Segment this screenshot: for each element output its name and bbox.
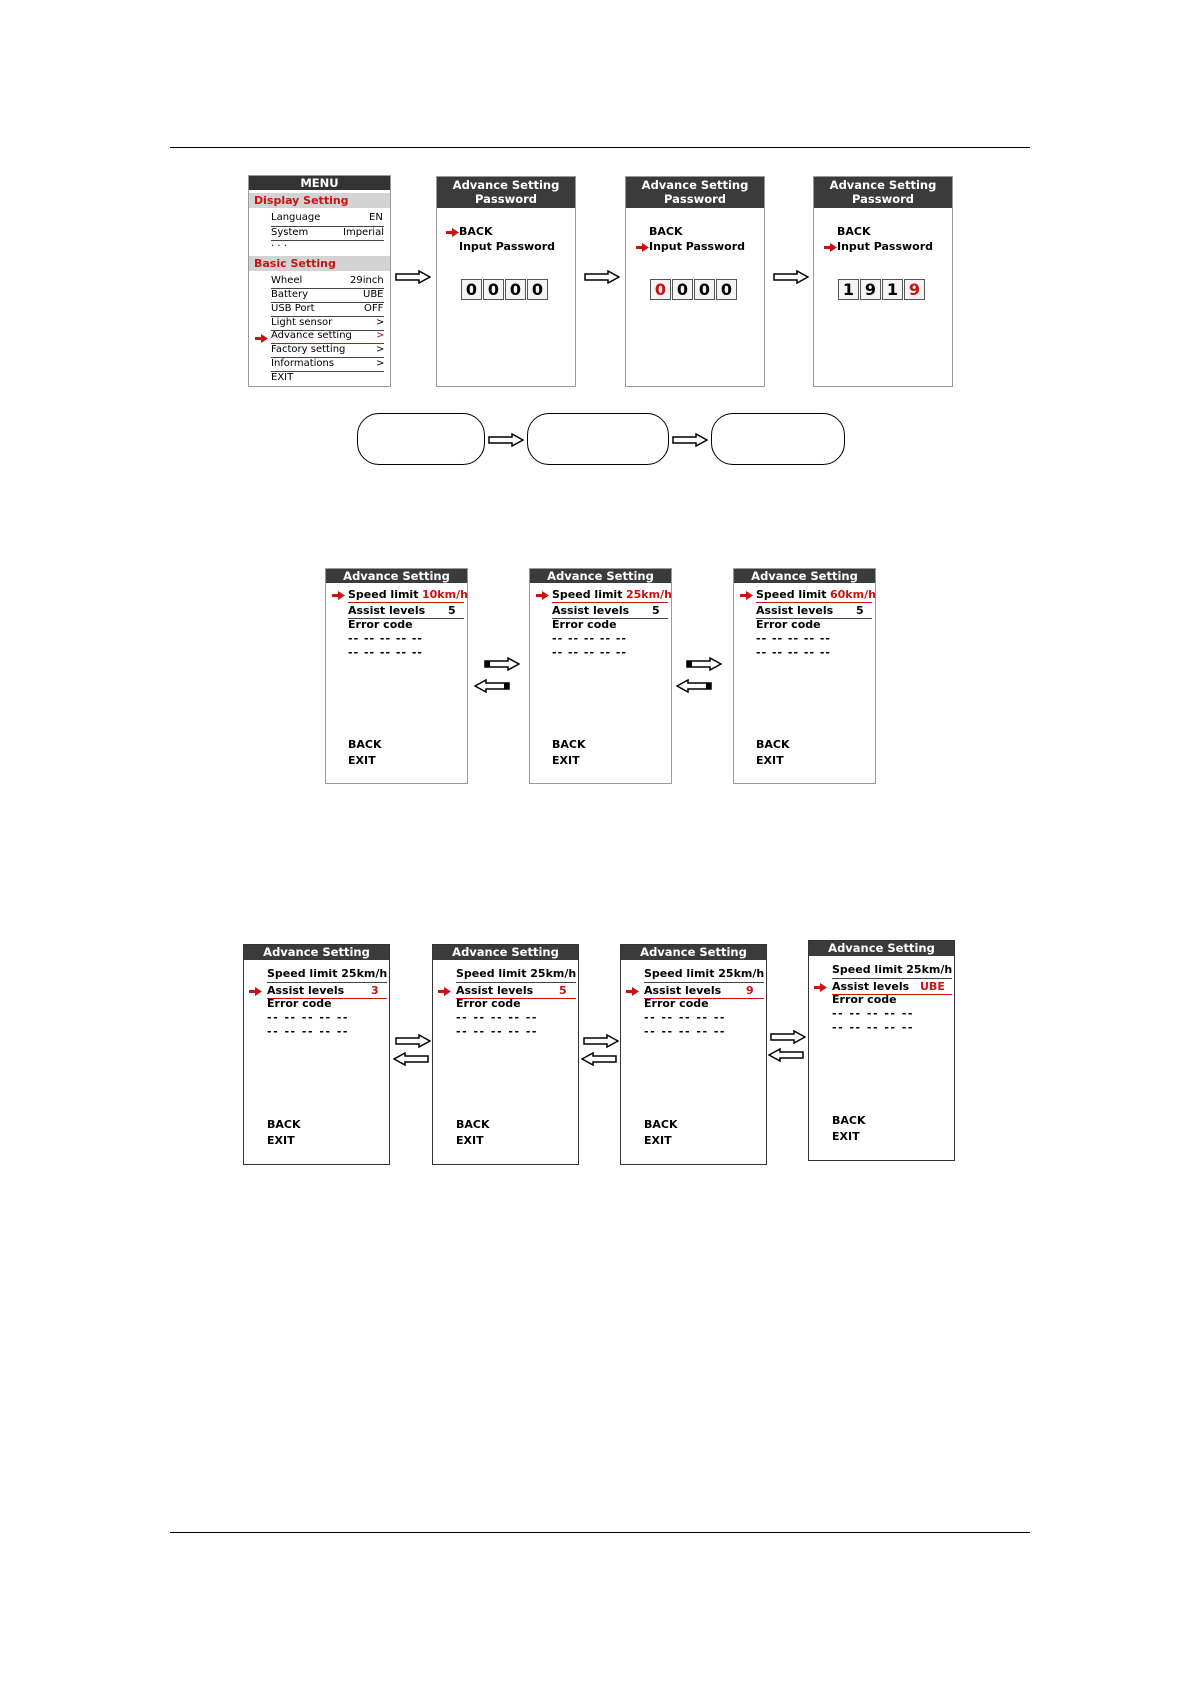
screen-title: Advance Setting (809, 941, 954, 956)
speed-limit-text: Speed limit 25km/h (832, 963, 953, 976)
menu-pointer-icon (255, 334, 268, 343)
exit-option: EXIT (832, 1130, 860, 1143)
error-dashes: -- -- -- -- -- (552, 646, 627, 659)
exit-option: EXIT (644, 1134, 672, 1147)
digit: 0 (461, 279, 482, 300)
error-code-label: Error code (644, 997, 709, 1010)
pointer-icon (814, 983, 827, 992)
wheel-label: Wheel (271, 275, 303, 286)
screen-title: Advance Setting (621, 945, 766, 960)
screen-title: Advance Setting (433, 945, 578, 960)
error-dashes: -- -- -- -- -- (832, 1007, 914, 1020)
pointer-icon (249, 987, 262, 996)
battery-value: UBE (363, 289, 384, 300)
assist-levels-label: Assist levels (456, 984, 534, 997)
flow-step-pill (527, 413, 669, 465)
forward-arrow-icon (686, 657, 722, 671)
error-dashes: -- -- -- -- -- (348, 646, 423, 659)
flow-arrow-icon (584, 270, 620, 284)
error-code-label: Error code (756, 618, 821, 631)
assist-levels-label: Assist levels (552, 604, 630, 617)
error-code-label: Error code (348, 618, 413, 631)
language-label: Language (271, 212, 321, 223)
back-option: BACK (552, 738, 586, 751)
assist-levels-value: 5 (856, 604, 864, 617)
back-arrow-icon (676, 679, 712, 693)
info-label: Informations (271, 358, 335, 369)
back-option: BACK (644, 1118, 678, 1131)
back-option: BACK (459, 225, 493, 238)
flow-step-pill (711, 413, 845, 465)
back-option: BACK (348, 738, 382, 751)
assist-levels-label: Assist levels (267, 984, 345, 997)
pointer-icon (824, 243, 837, 252)
password-digits (838, 279, 926, 300)
digit: 1 (838, 279, 859, 300)
speed-limit-value: 60km/h (830, 588, 876, 601)
error-dashes: -- -- -- -- -- (756, 646, 831, 659)
back-arrow-icon (581, 1052, 617, 1066)
assist-levels-value: 5 (559, 984, 567, 997)
exit-option: EXIT (348, 754, 376, 767)
screen-title: Advance Setting (530, 569, 671, 583)
error-dashes: -- -- -- -- -- (552, 632, 627, 645)
back-option: BACK (456, 1118, 490, 1131)
assist-levels-value: 3 (371, 984, 379, 997)
more-ellipsis: . . . (271, 238, 287, 249)
pointer-icon (446, 228, 459, 237)
menu-title: MENU (249, 176, 390, 190)
basic-setting-heading: Basic Setting (249, 256, 390, 271)
assist-levels-value: 5 (652, 604, 660, 617)
language-value: EN (369, 212, 383, 223)
password-screen-2 (625, 176, 765, 387)
screen-title: Advance Setting Password (626, 177, 764, 208)
flow-arrow-icon (672, 433, 708, 447)
speed-limit-value: 25km/h (626, 588, 672, 601)
assist-levels-label: Assist levels (644, 984, 722, 997)
forward-arrow-icon (583, 1034, 619, 1048)
speed-screen-3 (733, 568, 876, 784)
back-option: BACK (832, 1114, 866, 1127)
speed-limit-label: Speed limit (348, 588, 419, 601)
back-arrow-icon (474, 679, 510, 693)
menu-screen (248, 175, 391, 387)
error-code-label: Error code (552, 618, 617, 631)
speed-screen-1 (325, 568, 468, 784)
light-value: > (376, 317, 385, 328)
error-code-label: Error code (832, 993, 897, 1006)
speed-limit-text: Speed limit 25km/h (644, 967, 765, 980)
digit: 0 (483, 279, 504, 300)
factory-label: Factory setting (271, 344, 346, 355)
usb-label: USB Port (271, 303, 315, 314)
digit: 0 (650, 279, 671, 300)
top-rule (170, 147, 1030, 148)
error-dashes: -- -- -- -- -- (644, 1011, 726, 1024)
password-digits (650, 279, 738, 300)
pointer-icon (332, 591, 345, 600)
screen-title: Advance Setting Password (814, 177, 952, 208)
speed-limit-label: Speed limit (756, 588, 827, 601)
input-password-option: Input Password (459, 240, 556, 253)
pointer-icon (536, 591, 549, 600)
error-dashes: -- -- -- -- -- (756, 632, 831, 645)
screen-title: Advance Setting (244, 945, 389, 960)
input-password-option: Input Password (649, 240, 746, 253)
display-setting-heading: Display Setting (249, 193, 390, 208)
info-value: > (376, 358, 385, 369)
back-option: BACK (837, 225, 871, 238)
assist-levels-label: Assist levels (756, 604, 834, 617)
error-dashes: -- -- -- -- -- (456, 1025, 538, 1038)
error-dashes: -- -- -- -- -- (348, 632, 423, 645)
back-option: BACK (756, 738, 790, 751)
flow-arrow-icon (395, 270, 431, 284)
speed-limit-text: Speed limit 25km/h (456, 967, 577, 980)
exit-label: EXIT (271, 372, 294, 383)
password-screen-1 (436, 176, 576, 387)
digit: 9 (904, 279, 925, 300)
speed-limit-label: Speed limit (552, 588, 623, 601)
assist-levels-value: UBE (920, 980, 945, 993)
flow-arrow-icon (773, 270, 809, 284)
speed-limit-value: 10km/h (422, 588, 468, 601)
system-value: Imperial (343, 227, 384, 238)
error-code-label: Error code (456, 997, 521, 1010)
usb-value: OFF (364, 303, 384, 314)
assist-levels-value: 5 (448, 604, 456, 617)
advance-setting-value: > (376, 330, 385, 341)
factory-value: > (376, 344, 385, 355)
input-password-option: Input Password (837, 240, 934, 253)
digit: 0 (527, 279, 548, 300)
back-arrow-icon (768, 1048, 804, 1062)
exit-option: EXIT (267, 1134, 295, 1147)
digit: 0 (694, 279, 715, 300)
screen-title: Advance Setting Password (437, 177, 575, 208)
pointer-icon (438, 987, 451, 996)
forward-arrow-icon (484, 657, 520, 671)
advance-setting-label: Advance setting (271, 330, 352, 341)
error-dashes: -- -- -- -- -- (456, 1011, 538, 1024)
system-label: System (271, 227, 309, 238)
digit: 0 (716, 279, 737, 300)
assist-levels-value: 9 (746, 984, 754, 997)
exit-option: EXIT (552, 754, 580, 767)
assist-screen-3 (620, 944, 767, 1165)
flow-step-pill (357, 413, 485, 465)
digit: 0 (672, 279, 693, 300)
forward-arrow-icon (395, 1034, 431, 1048)
pointer-icon (636, 243, 649, 252)
back-arrow-icon (393, 1052, 429, 1066)
flow-arrow-icon (488, 433, 524, 447)
assist-screen-2 (432, 944, 579, 1165)
digit: 0 (505, 279, 526, 300)
assist-screen-1 (243, 944, 390, 1165)
pointer-icon (626, 987, 639, 996)
error-dashes: -- -- -- -- -- (644, 1025, 726, 1038)
exit-option: EXIT (756, 754, 784, 767)
password-screen-3 (813, 176, 953, 387)
speed-limit-text: Speed limit 25km/h (267, 967, 388, 980)
speed-screen-2 (529, 568, 672, 784)
pointer-icon (740, 591, 753, 600)
battery-label: Battery (271, 289, 309, 300)
password-digits (461, 279, 549, 300)
assist-levels-label: Assist levels (348, 604, 426, 617)
error-dashes: -- -- -- -- -- (267, 1011, 349, 1024)
digit: 9 (860, 279, 881, 300)
bottom-rule (170, 1532, 1030, 1533)
error-code-label: Error code (267, 997, 332, 1010)
wheel-value: 29inch (350, 275, 384, 286)
error-dashes: -- -- -- -- -- (267, 1025, 349, 1038)
forward-arrow-icon (770, 1030, 806, 1044)
light-label: Light sensor (271, 317, 333, 328)
digit: 1 (882, 279, 903, 300)
exit-option: EXIT (456, 1134, 484, 1147)
screen-title: Advance Setting (326, 569, 467, 583)
assist-levels-label: Assist levels (832, 980, 910, 993)
back-option: BACK (267, 1118, 301, 1131)
error-dashes: -- -- -- -- -- (832, 1021, 914, 1034)
back-option: BACK (649, 225, 683, 238)
assist-screen-4 (808, 940, 955, 1161)
screen-title: Advance Setting (734, 569, 875, 583)
